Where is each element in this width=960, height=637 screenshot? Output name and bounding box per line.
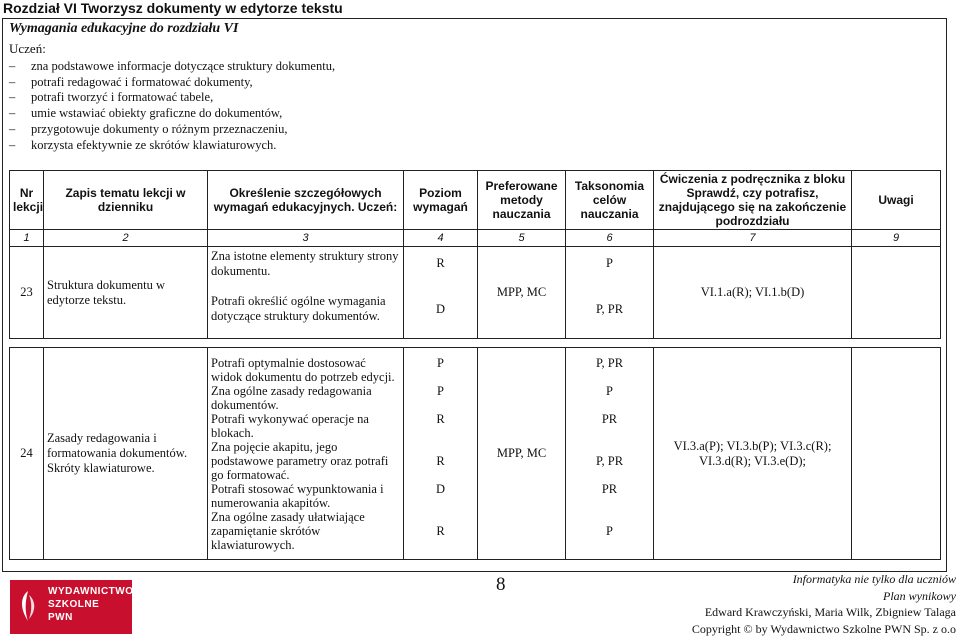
requirement-taxonomy: P, PR bbox=[595, 355, 624, 370]
header-exercises: Ćwiczenia z podręcznika z bloku Sprawdź, czy potrafisz, znajdującego się na zakończenie podrozdziału bbox=[654, 171, 852, 230]
page-number: 8 bbox=[496, 574, 506, 595]
lesson-plan-table bbox=[9, 170, 941, 560]
header-taxonomy: Taksonomia celów nauczania bbox=[566, 171, 654, 230]
publisher-logo bbox=[10, 580, 132, 634]
requirement-taxonomy: P bbox=[606, 383, 613, 398]
copyright: Copyright © by Wydawnictwo Szkolne PWN Sp. z o.o bbox=[691, 621, 956, 636]
requirement-item: – umie wstawiać obiekty graficzne do dokumentów, bbox=[9, 106, 335, 122]
column-number: 1 bbox=[10, 230, 44, 247]
requirement-level: D bbox=[435, 481, 446, 496]
lesson-topic: Zasady redagowania i formatowania dokumentów. Skróty klawiaturowe. bbox=[44, 348, 208, 560]
requirement-level: D bbox=[404, 281, 478, 339]
logo-line: PWN bbox=[48, 612, 73, 623]
requirement-text: Potrafi wykonywać operacje na blokach. bbox=[211, 411, 369, 440]
requirement-level: R bbox=[436, 411, 445, 426]
header-notes: Uwagi bbox=[852, 171, 941, 230]
requirement-text: Zna ogólne zasady ułatwiające zapamiętanie skrótów klawiaturowych. bbox=[211, 509, 365, 552]
table-row bbox=[10, 348, 941, 560]
column-number: 9 bbox=[852, 230, 941, 247]
requirements-list bbox=[9, 59, 335, 153]
requirement-item: – potrafi tworzyć i formatować tabele, bbox=[9, 90, 335, 106]
requirement-item: – potrafi redagować i formatować dokumenty, bbox=[9, 75, 335, 91]
column-number: 3 bbox=[208, 230, 404, 247]
requirement-taxonomy: P bbox=[566, 247, 654, 281]
requirement-level: R bbox=[404, 247, 478, 281]
lesson-notes bbox=[852, 247, 941, 339]
plan-label: Plan wynikowy bbox=[883, 588, 956, 603]
textbook-exercises: VI.1.a(R); VI.1.b(D) bbox=[654, 247, 852, 339]
requirement-text: Potrafi określić ogólne wymagania dotyczące struktury dokumentów. bbox=[208, 281, 404, 339]
requirement-level: P bbox=[437, 355, 444, 370]
requirement-level: R bbox=[436, 453, 445, 468]
requirement-text: Zna istotne elementy struktury strony dokumentu. bbox=[208, 247, 404, 281]
column-number-row bbox=[10, 230, 941, 247]
requirement-taxonomy: PR bbox=[601, 481, 618, 496]
requirement-item: – zna podstawowe informacje dotyczące struktury dokumentu, bbox=[9, 59, 335, 75]
row-separator bbox=[10, 339, 941, 348]
header-nr: Nr lekcji bbox=[10, 171, 44, 230]
requirement-text: Zna pojęcie akapitu, jego podstawowe parametry oraz potrafi go formatować. bbox=[211, 439, 389, 482]
lesson-topic: Struktura dokumentu w edytorze tekstu. bbox=[44, 247, 208, 339]
requirement-taxonomy: P, PR bbox=[566, 281, 654, 339]
requirement-level: R bbox=[436, 523, 445, 538]
book-title: Informatyka nie tylko dla uczniów bbox=[792, 572, 956, 586]
lesson-number: 24 bbox=[10, 348, 44, 560]
requirement-text: Potrafi stosować wypunktowania i numerowania akapitów. bbox=[211, 481, 384, 510]
level-cell bbox=[404, 348, 478, 560]
table-row bbox=[10, 247, 941, 281]
column-number: 2 bbox=[44, 230, 208, 247]
publisher-logo-mark-icon bbox=[16, 589, 40, 623]
student-label: Uczeń: bbox=[9, 41, 46, 56]
table-header-row bbox=[10, 171, 941, 230]
requirement-cell bbox=[208, 348, 404, 560]
column-number: 4 bbox=[404, 230, 478, 247]
publisher-logo-text bbox=[48, 585, 134, 624]
requirement-item: – korzysta efektywnie ze skrótów klawiaturowych. bbox=[9, 138, 335, 154]
requirement-item: – przygotowuje dokumenty o różnym przeznaczeniu, bbox=[9, 122, 335, 138]
requirement-taxonomy: P, PR bbox=[595, 453, 624, 468]
taxonomy-cell bbox=[566, 348, 654, 560]
column-number: 7 bbox=[654, 230, 852, 247]
logo-line: SZKOLNE bbox=[48, 599, 100, 610]
chapter-title: Rozdział VI Tworzysz dokumenty w edytorze tekstu bbox=[3, 0, 343, 16]
column-number: 5 bbox=[478, 230, 566, 247]
header-methods: Preferowane metody nauczania bbox=[478, 171, 566, 230]
requirement-taxonomy: P bbox=[606, 523, 613, 538]
requirements-title: Wymagania edukacyjne do rozdziału VI bbox=[9, 21, 239, 36]
requirement-text: Potrafi optymalnie dostosować widok dokumentu do potrzeb edycji. bbox=[211, 355, 395, 384]
teaching-methods: MPP, MC bbox=[478, 247, 566, 339]
column-number: 6 bbox=[566, 230, 654, 247]
separator-cell bbox=[10, 339, 941, 348]
teaching-methods: MPP, MC bbox=[478, 348, 566, 560]
header-requirements: Określenie szczegółowych wymagań edukacyjnych. Uczeń: bbox=[208, 171, 404, 230]
textbook-exercises: VI.3.a(P); VI.3.b(P); VI.3.c(R); VI.3.d(R); VI.3.e(D); bbox=[654, 348, 852, 560]
header-level: Poziom wymagań bbox=[404, 171, 478, 230]
lesson-notes bbox=[852, 348, 941, 560]
header-topic: Zapis tematu lekcji w dzienniku bbox=[44, 171, 208, 230]
authors: Edward Krawczyński, Maria Wilk, Zbigniew Talaga bbox=[704, 605, 956, 620]
lesson-plan-box bbox=[2, 18, 947, 572]
logo-line: WYDAWNICTWO bbox=[48, 586, 134, 597]
requirement-taxonomy: PR bbox=[601, 411, 618, 426]
footer-credits bbox=[692, 571, 956, 637]
requirement-level: P bbox=[437, 383, 444, 398]
lesson-number: 23 bbox=[10, 247, 44, 339]
requirement-text: Zna ogólne zasady redagowania dokumentów. bbox=[211, 383, 372, 412]
